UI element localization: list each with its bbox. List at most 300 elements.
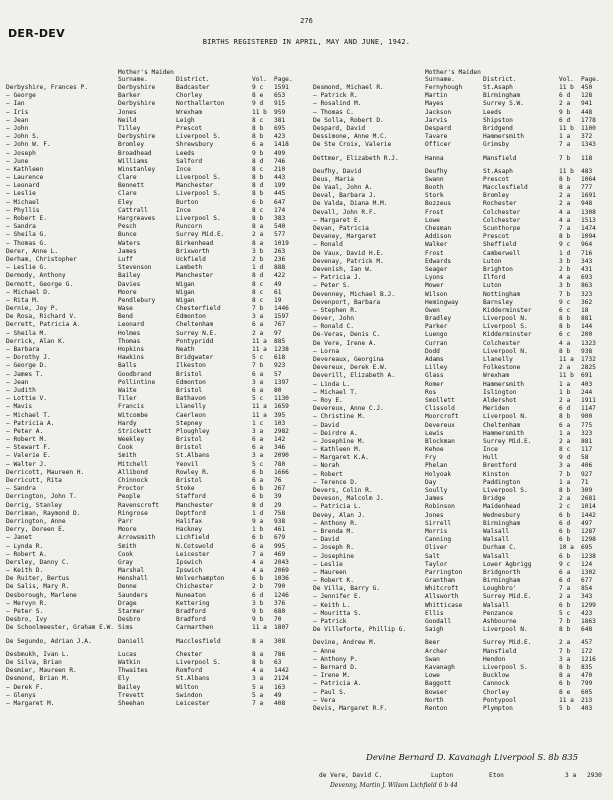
entry-district: Hull <box>483 454 498 462</box>
entry-name: — George <box>6 92 36 100</box>
entry-vol: 8 b <box>559 175 571 183</box>
entry-vol: 2 a <box>559 192 571 200</box>
entry-maiden-surname: Moorcroft <box>425 413 459 421</box>
entry-vol: 3 b <box>252 247 264 255</box>
entry-vol: 3 a <box>565 772 577 779</box>
entry-page: 57 <box>274 370 282 378</box>
entry-vol: 6 b <box>559 511 571 519</box>
entry-name: — Terence D. <box>313 478 358 486</box>
entry-page: 448 <box>581 108 593 116</box>
entry-vol: 3 a <box>559 655 571 663</box>
entry-maiden-surname: Thwaites <box>118 667 148 675</box>
entry-page: 58 <box>581 454 589 462</box>
entry-vol: 6 b <box>252 198 264 206</box>
page-number: 276 <box>300 17 313 25</box>
table-row <box>313 209 613 217</box>
column-header <box>313 54 613 84</box>
entry-page: 200 <box>581 331 593 339</box>
entry-maiden-surname: Phelan <box>425 462 448 470</box>
entry-maiden-surname: Bowser <box>425 688 448 696</box>
entry-page: 1911 <box>581 396 596 404</box>
entry-district: Brighton <box>483 265 513 273</box>
entry-name: — Anthony R. <box>313 519 358 527</box>
entry-name: Devenport, Barbara <box>313 298 381 306</box>
entry-maiden-surname: Chesman <box>425 225 452 232</box>
entry-name: — Leonard <box>6 182 40 190</box>
entry-page: 1513 <box>581 216 596 224</box>
table-row <box>6 684 306 692</box>
entry-name: De Valda, Diana M.M. <box>313 200 388 208</box>
entry-vol: 4 a <box>252 567 264 575</box>
entry-district: Plympton <box>483 704 513 712</box>
entry-district: Bristol <box>176 436 203 444</box>
entry-maiden-surname: Officer <box>425 141 452 149</box>
entry-vol: 7 a <box>559 225 571 232</box>
entry-maiden-surname: Smith <box>118 452 137 460</box>
table-row <box>6 567 306 575</box>
table-row <box>313 109 613 117</box>
entry-district: Birmingham <box>483 519 521 527</box>
entry-maiden-surname: Beer <box>425 639 440 647</box>
entry-vol: 6 b <box>559 536 571 544</box>
entry-page: 693 <box>581 274 593 282</box>
entry-page: 144 <box>581 323 593 331</box>
entry-vol: 11 b <box>559 167 574 175</box>
entry-district: Lower Agbrigg <box>483 560 532 568</box>
entry-maiden-surname: Stork <box>425 192 444 200</box>
table-row <box>6 92 306 100</box>
entry-page: 605 <box>581 688 593 696</box>
entry-page: 1666 <box>274 468 289 476</box>
entry-maiden-surname: Allsworth <box>425 593 459 601</box>
entry-district: Runcorn <box>176 223 203 231</box>
entry-page: 124 <box>581 560 593 568</box>
entry-page: 1299 <box>581 601 596 609</box>
table-row <box>6 379 306 387</box>
table-row <box>6 207 306 215</box>
table-row <box>6 223 306 231</box>
entry-page: 1591 <box>274 84 289 91</box>
table-row <box>6 371 306 379</box>
entry-vol: 6 b <box>252 534 264 542</box>
entry-name: — Brenda M. <box>313 527 354 535</box>
entry-page: 695 <box>274 124 286 132</box>
left-entries <box>6 84 306 708</box>
table-row <box>313 168 613 176</box>
table-row <box>313 217 613 225</box>
entry-maiden-surname: Pollintine <box>118 378 156 386</box>
entry-vol: 8 b <box>559 323 571 331</box>
table-row <box>313 125 613 133</box>
entry-maiden-surname: Witcombe <box>118 411 148 419</box>
entry-vol: 8 d <box>252 182 264 190</box>
entry-name: — Sheila M. <box>6 329 47 337</box>
entry-vol: 2 c <box>559 503 571 511</box>
entry-name: — Judith <box>6 386 36 394</box>
entry-name: — Jean <box>6 116 29 124</box>
table-row <box>6 428 306 436</box>
entry-vol: 8 d <box>252 272 264 280</box>
entry-page: 39 <box>274 493 282 501</box>
entry-vol: 7 a <box>559 585 571 593</box>
entry-district: Bridgwater <box>176 354 214 362</box>
entry-district: Loughbro' <box>483 585 517 593</box>
entry-name: — Keith L. <box>313 601 351 609</box>
table-row <box>6 346 306 354</box>
entry-maiden-surname: Canning <box>425 536 452 544</box>
entry-vol: 9 c <box>559 560 571 568</box>
entry-maiden-surname: Ellis <box>425 609 444 617</box>
entry-name: Devereux, Derek E.W. <box>313 364 388 372</box>
table-row <box>313 585 613 593</box>
entry-vol: 8 b <box>252 658 264 666</box>
entry-maiden-surname: Lucas <box>118 650 137 658</box>
entry-name: Deval, Barbara J. <box>313 192 377 200</box>
entry-name: — Leslie G. <box>6 264 47 272</box>
entry-page: 443 <box>274 174 286 182</box>
entry-page: 1659 <box>274 403 289 411</box>
entry-name: — David <box>313 421 340 429</box>
entry-vol: 7 b <box>559 647 571 655</box>
entry-vol: 6 a <box>252 141 264 149</box>
entry-maiden-surname: Balls <box>118 362 137 370</box>
entry-maiden-surname: Thomas <box>118 337 141 345</box>
entry-name: Devis, Margaret R.F. <box>313 704 388 712</box>
table-row <box>6 675 306 683</box>
entry-maiden-surname: Oliver <box>425 544 448 552</box>
entry-page: 346 <box>274 444 286 452</box>
entry-vol: 5 c <box>559 609 571 617</box>
entry-district: Hammersmith <box>483 380 524 388</box>
entry-page: 885 <box>274 337 286 345</box>
entry-district: Eton <box>489 772 504 779</box>
entry-name: Desmond, Brian M. <box>6 675 70 683</box>
entry-district: Bristol <box>176 370 203 378</box>
table-row <box>313 133 613 141</box>
table-row <box>313 430 613 438</box>
page-title: BIRTHS REGISTERED IN APRIL, MAY AND JUNE, 1942. <box>202 38 411 46</box>
table-row <box>313 438 613 446</box>
entry-district: Ashbourne <box>483 618 517 625</box>
table-row <box>313 487 613 495</box>
entry-name: De Vere, Irene A. <box>313 339 377 347</box>
table-row <box>313 356 613 364</box>
entry-maiden-surname: Luff <box>118 255 133 263</box>
entry-page: 948 <box>581 200 593 208</box>
entry-name: — Mouritta S. <box>313 609 362 617</box>
entry-page: 244 <box>581 388 593 396</box>
table-row <box>6 248 306 256</box>
entry-page: 900 <box>581 413 593 421</box>
entry-page: 61 <box>274 288 282 296</box>
entry-page: 49 <box>274 691 282 699</box>
entry-page: 1308 <box>581 208 596 216</box>
entry-name: — Keith D. <box>6 567 44 575</box>
entry-page: 70 <box>274 616 282 624</box>
table-row <box>313 446 613 454</box>
entry-maiden-surname: Frost <box>425 249 444 257</box>
table-row <box>313 610 613 618</box>
entry-district: Chester <box>176 650 203 658</box>
entry-page: 423 <box>274 133 286 141</box>
entry-vol: 2 a <box>559 364 571 372</box>
entry-district: Hammersmith <box>483 429 524 437</box>
entry-page: 1343 <box>581 141 596 149</box>
entry-page: 1094 <box>581 233 596 241</box>
entry-vol: 6 d <box>559 519 571 527</box>
entry-name: Devine, Andrew M. <box>313 639 377 647</box>
entry-maiden-surname: Bend <box>118 313 133 321</box>
table-row <box>313 648 613 656</box>
table-row <box>313 340 613 348</box>
entry-vol: 11 a <box>252 403 267 411</box>
entry-vol: 8 a <box>252 650 264 658</box>
entry-name: — Leslie <box>313 560 343 568</box>
entry-page: 2069 <box>274 567 289 575</box>
entry-maiden-surname: Arrowsmith <box>118 534 156 542</box>
entry-page: 1287 <box>581 527 596 535</box>
entry-maiden-surname: Frost <box>425 208 444 216</box>
entry-district: Walsall <box>483 552 510 560</box>
entry-name: Deverill, Elizabeth A. <box>313 372 395 380</box>
entry-name: De Ruiter, Bertus <box>6 575 70 583</box>
entry-district: Ince <box>483 446 498 454</box>
table-row <box>6 281 306 289</box>
entry-name: — Ronald C. <box>313 323 354 331</box>
entry-page: 2090 <box>274 452 289 460</box>
entry-district: Birmingham <box>483 577 521 585</box>
entry-page: 881 <box>581 315 593 323</box>
entry-maiden-surname: Smith <box>118 542 137 550</box>
entry-maiden-surname: Lyons <box>425 274 444 282</box>
entry-vol: 6 b <box>252 468 264 476</box>
entry-district: Bucklow <box>483 672 510 680</box>
entry-district: Colchester <box>483 208 521 216</box>
entry-name: — Joseph <box>6 149 36 157</box>
table-row <box>6 158 306 166</box>
entry-name: — Anthony P. <box>313 655 358 663</box>
table-row <box>6 403 306 411</box>
header-maiden-surname: Mother's Maiden Surname. <box>425 69 481 84</box>
table-row <box>313 495 613 503</box>
entry-name: — Robert <box>313 470 343 478</box>
entry-name: De Silva, Brian <box>6 658 62 666</box>
entry-page: 118 <box>581 154 593 162</box>
table-row <box>313 639 613 647</box>
entry-district: Hendon <box>483 655 506 663</box>
entry-name: Dersley, Danny C. <box>6 558 70 566</box>
entry-district: Leeds <box>176 149 195 157</box>
entry-page: 1130 <box>274 395 289 403</box>
entry-page: 695 <box>581 544 593 552</box>
entry-page: 2825 <box>581 364 596 372</box>
entry-district: Walsall <box>483 601 510 609</box>
entry-page: 117 <box>581 446 593 454</box>
entry-district: Stepney <box>176 419 203 427</box>
entry-vol: 8 b <box>252 190 264 198</box>
table-row <box>313 528 613 536</box>
entry-vol: 6 d <box>559 116 571 124</box>
entry-vol: 5 a <box>252 691 264 699</box>
entry-maiden-surname: Starmer <box>118 608 145 615</box>
entry-name: — Robert A. <box>6 550 47 558</box>
entry-district: Pontypool <box>483 696 517 704</box>
entry-page: 263 <box>274 247 286 255</box>
entry-name: — Stewart F. <box>6 444 51 452</box>
table-row <box>313 282 613 290</box>
table-row <box>6 231 306 239</box>
table-row <box>6 559 306 567</box>
table-row <box>6 264 306 272</box>
table-row <box>313 413 613 421</box>
entry-district: Surrey Mid.E. <box>483 437 532 445</box>
entry-district: Wilton <box>176 683 199 691</box>
entry-maiden-surname: Holyoak <box>425 470 452 478</box>
entry-page: 1100 <box>581 124 596 132</box>
entry-name: — John S. <box>6 133 40 141</box>
table-row <box>313 697 613 705</box>
entry-name: — Thomas G. <box>6 239 47 247</box>
entry-page: 450 <box>581 84 593 91</box>
entry-district: Wigan <box>176 296 195 304</box>
entry-district: Leicester <box>176 550 210 558</box>
entry-page: 163 <box>274 683 286 691</box>
entry-district: Prescot <box>176 124 203 132</box>
entry-name: — Jean <box>6 378 29 386</box>
table-row <box>313 577 613 585</box>
entry-name: — Lynda R. <box>6 542 44 550</box>
table-row <box>313 200 613 208</box>
table-row <box>6 256 306 264</box>
table-row <box>313 602 613 610</box>
header-district: District. <box>176 76 210 84</box>
entry-district: Nuneaton <box>176 591 206 599</box>
entry-name: De Rosa, Richard V. <box>6 313 77 321</box>
entry-district: Ilford <box>483 274 506 282</box>
entry-maiden-surname: Tilley <box>118 124 141 132</box>
entry-district: N.Cotswold <box>176 542 214 550</box>
entry-name: De Schoolmeester, Graham E.W. <box>6 624 115 632</box>
entry-vol: 6 d <box>559 577 571 585</box>
entry-district: Liverpool S. <box>176 215 221 222</box>
entry-district: Stafford <box>176 493 206 501</box>
entry-vol: 2 a <box>252 231 264 239</box>
entry-maiden-surname: Despard <box>425 124 452 132</box>
entry-vol: 1 d <box>559 249 571 257</box>
entry-maiden-surname: Derbyshire <box>118 84 156 91</box>
table-row <box>6 638 306 646</box>
table-row <box>313 664 613 672</box>
entry-name: Derriman, Raymond D. <box>6 509 81 517</box>
entry-vol: 6 a <box>252 370 264 378</box>
entry-district: Edmonton <box>176 378 206 386</box>
entry-vol: 11 b <box>559 124 574 132</box>
entry-maiden-surname: Soully <box>425 487 448 494</box>
table-row <box>313 348 613 356</box>
entry-maiden-surname: Neild <box>118 116 137 124</box>
entry-vol: 6 d <box>559 92 571 100</box>
entry-district: Ploughley <box>176 427 210 435</box>
entry-district: Shrewsbury <box>176 141 214 149</box>
table-row <box>6 289 306 297</box>
entry-page: 76 <box>274 477 282 484</box>
table-row <box>6 534 306 542</box>
entry-district: Chorley <box>176 92 203 100</box>
entry-name: — Patricia A. <box>6 419 55 427</box>
entry-maiden-surname: Fernyhough <box>425 84 463 91</box>
table-row <box>6 461 306 469</box>
entry-vol: 9 b <box>252 608 264 615</box>
entry-name: Deus, Maria <box>313 175 354 183</box>
entry-district: Ilkeston <box>176 362 206 370</box>
entry-vol: 8 c <box>252 165 264 173</box>
entry-district: Liverpool N. <box>483 413 528 421</box>
entry-maiden-surname: Bennett <box>118 182 145 190</box>
entry-district: Wolverhampton <box>176 575 225 583</box>
entry-vol: 4 a <box>559 208 571 216</box>
entry-page: 758 <box>274 509 286 517</box>
entry-district: Bridgnorth <box>483 568 521 576</box>
entry-district: Manchester <box>176 182 214 190</box>
entry-district: Meriden <box>483 405 510 413</box>
entry-district: Surrey Mid.E. <box>483 639 532 647</box>
entry-page: 19 <box>274 296 282 304</box>
table-row <box>6 190 306 198</box>
entry-maiden-surname: Bailey <box>118 272 141 280</box>
entry-page: 746 <box>274 157 286 165</box>
left-column <box>6 54 306 798</box>
entry-vol: 7 b <box>252 305 264 313</box>
entry-name: — Josephine M. <box>313 437 366 445</box>
entry-page: 457 <box>581 639 593 647</box>
entry-vol: 3 b <box>559 282 571 290</box>
table-row <box>6 109 306 117</box>
entry-vol: 9 c <box>559 298 571 306</box>
entry-maiden-surname: Luengo <box>425 331 448 339</box>
entry-vol: 7 a <box>252 550 264 558</box>
entry-maiden-surname: Robinson <box>425 503 455 511</box>
entry-district: Bristol <box>176 477 203 484</box>
entry-district: Colchester <box>483 216 521 224</box>
entry-name: — Lorna <box>313 347 340 355</box>
entry-page: 422 <box>274 272 286 280</box>
entry-district: Sheffield <box>483 241 517 249</box>
entry-vol: 6 a <box>252 477 264 484</box>
entry-page: 29 <box>274 501 282 509</box>
table-row <box>6 125 306 133</box>
entry-name: Devenish, Ian W. <box>313 265 373 273</box>
entry-maiden-surname: Mayes <box>425 100 444 108</box>
entry-maiden-surname: Davies <box>118 280 141 288</box>
entry-vol: 3 a <box>252 452 264 460</box>
entry-page: 1442 <box>274 667 289 675</box>
entry-page: 790 <box>274 583 286 591</box>
entry-vol: 1 a <box>559 429 571 437</box>
entry-page: 103 <box>274 419 286 427</box>
entry-vol: 8 c <box>252 206 264 214</box>
entry-vol: 5 c <box>252 460 264 468</box>
entry-name: Derbyshire, Frances P. <box>6 84 88 91</box>
entry-name: Deufhy, David <box>313 167 362 175</box>
entry-page: 323 <box>581 290 593 298</box>
entry-vol: 2 a <box>559 396 571 404</box>
table-row <box>6 297 306 305</box>
entry-maiden-surname: Hemingway <box>425 298 459 306</box>
entry-name: — Ronald <box>313 241 343 249</box>
entry-name: — Patricia A. <box>313 680 362 688</box>
entry-district: Bristol <box>176 444 203 452</box>
entry-maiden-surname: Deufhy <box>425 167 448 175</box>
